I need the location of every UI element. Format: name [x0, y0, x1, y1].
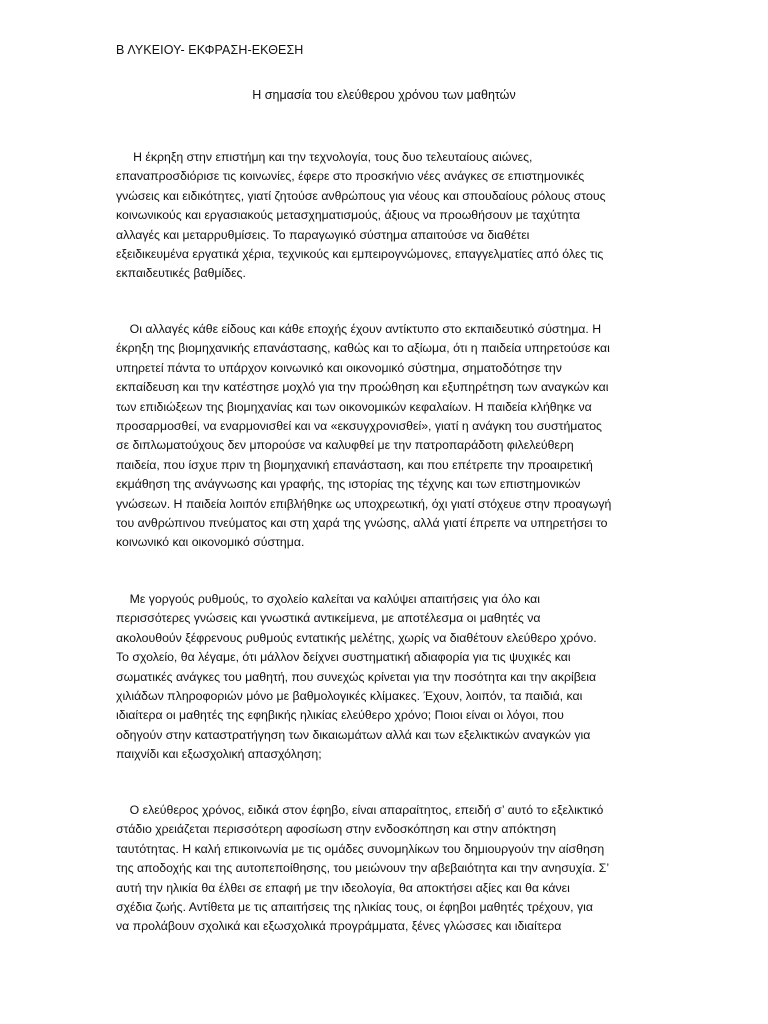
- paragraph-line: ακολουθούν ξέφρενους ρυθμούς εντατικής μελέτης, χωρίς να διαθέτουν ελεύθερο χρόνο.: [116, 630, 597, 645]
- paragraph-line: παιχνίδι και εξωσχολική απασχόληση;: [116, 747, 322, 762]
- document-title: Η σημασία του ελεύθερου χρόνου των μαθητών: [252, 88, 516, 102]
- paragraph-line: ταυτότητας. Η καλή επικοινωνία με τις ομάδες συνομηλίκων του δημιουργούν την αίσθηση: [116, 841, 605, 856]
- paragraph-3: [116, 590, 656, 765]
- paragraph-line: αυτή την ηλικία θα έλθει σε επαφή με την ιδεολογία, θα αποκτήσει αξίες και θα κάνει: [116, 880, 570, 895]
- paragraph-line: επαναπροσδιόρισε τις κοινωνίες, έφερε στο προσκήνιο νέες ανάγκες σε επιστημονικές: [116, 169, 585, 184]
- paragraph-line: οδηγούν στην καταστρατήγηση των δικαιωμάτων αλλά και των εξελικτικών αναγκών για: [116, 727, 591, 742]
- paragraph-line: της αποδοχής και της αυτοπεποίθησης, του μειώνουν την αβεβαιότητα και την ανησυχία. Σ’: [116, 861, 610, 876]
- paragraph-line: σωματικές ανάγκες του μαθητή, που συνεχώς κρίνεται για την ποσότητα και την ακρίβεια: [116, 669, 597, 684]
- paragraph-line: Η έκρηξη στην επιστήμη και την τεχνολογία, τους δυο τελευταίους αιώνες,: [116, 150, 533, 164]
- paragraph-line: Το σχολείο, θα λέγαμε, ότι μάλλον δείχνει συστηματική αδιαφορία για τις ψυχικές και: [116, 650, 571, 665]
- paragraph-line: κοινωνικό και οικονομικό σύστημα.: [116, 535, 305, 550]
- paragraph-line: προσαρμοσθεί, να εναρμονισθεί και να «εκσυγχρονισθεί», γιατί η ανάγκη του συστήματος: [116, 418, 602, 433]
- paragraph-line: των επιδιώξεων της βιομηχανίας και των οικονομικών κεφαλαίων. Η παιδεία κλήθηκε να: [116, 399, 592, 414]
- paragraph-line: περισσότερες γνώσεις και γνωστικά αντικείμενα, με αποτέλεσμα οι μαθητές να: [116, 611, 541, 626]
- paragraph-line: σχέδια ζωής. Αντίθετα με τις απαιτήσεις της ηλικίας τους, οι έφηβοι μαθητές τρέχουν, για: [116, 899, 594, 914]
- document-header: Β ΛΥΚΕΙΟΥ- ΕΚΦΡΑΣΗ-ΕΚΘΕΣΗ: [116, 43, 304, 57]
- paragraph-line: να προλάβουν σχολικά και εξωσχολικά προγράμματα, ξένες γλώσσες και ιδιαίτερα: [116, 919, 562, 934]
- paragraph-line: εκπαιδευτικές βαθμίδες.: [116, 266, 246, 281]
- paragraph-line: γνώσεων. Η παιδεία λοιπόν επιβλήθηκε ως υποχρεωτική, όχι γιατί στόχευε στην προαγωγή: [116, 496, 612, 511]
- paragraph-line: Με γοργούς ρυθμούς, το σχολείο καλείται να καλύψει απαιτήσεις για όλο και: [116, 592, 541, 606]
- paragraph-line: στάδιο χρειάζεται περισσότερη αφοσίωση στην ενδοσκόπηση και στην απόκτηση: [116, 822, 557, 837]
- paragraph-line: χιλιάδων πληροφοριών μόνο με βαθμολογικές κλίμακες. Έχουν, λοιπόν, τα παιδιά, και: [116, 688, 583, 703]
- paragraph-line: ιδιαίτερα οι μαθητές της εφηβικής ηλικίας ελεύθερο χρόνο; Ποιοι είναι οι λόγοι, που: [116, 708, 564, 723]
- paragraph-line: αλλαγές και μεταρρυθμίσεις. Το παραγωγικό σύστημα απαιτούσε να διαθέτει: [116, 227, 530, 242]
- paragraph-line: εξειδικευμένα εργατικά χέρια, τεχνικούς και εμπειρογνώμονες, επαγγελματίες από όλες τις: [116, 246, 604, 261]
- paragraph-4: [116, 801, 656, 937]
- paragraph-line: παιδεία, που ίσχυε πριν τη βιομηχανική επανάσταση, και που επέτρεπε την προαιρετική: [116, 457, 593, 472]
- paragraph-line: σε διπλωματούχους δεν μπορούσε να καλυφθεί με την πατροπαράδοτη φιλελεύθερη: [116, 438, 574, 453]
- paragraph-line: εκμάθηση της ανάγνωσης και γραφής, της ιστορίας της τέχνης και των επιστημονικών: [116, 477, 581, 492]
- paragraph-line: κοινωνικούς και εργασιακούς μετασχηματισμούς, άξιους να προωθήσουν με ταχύτητα: [116, 208, 581, 223]
- paragraph-line: Οι αλλαγές κάθε είδους και κάθε εποχής έχουν αντίκτυπο στο εκπαιδευτικό σύστημα. Η: [116, 322, 602, 336]
- paragraph-line: εκπαίδευση και την κατέστησε μοχλό για την προώθηση και εξυπηρέτηση των αναγκών και: [116, 380, 609, 395]
- paragraph-line: υπηρετεί πάντα το υπάρχον κοινωνικό και οικονομικό σύστημα, σηματοδότησε την: [116, 360, 562, 375]
- paragraph-1: [116, 148, 656, 284]
- paragraph-line: έκρηξη της βιομηχανικής επανάστασης, καθώς και το αξίωμα, ότι η παιδεία υπηρετούσε και: [116, 341, 610, 356]
- paragraph-line: Ο ελεύθερος χρόνος, ειδικά στον έφηβο, είναι απαραίτητος, επειδή σ’ αυτό το εξελικτικό: [116, 803, 604, 817]
- paragraph-2: [116, 320, 656, 553]
- paragraph-line: γνώσεις και ειδικότητες, γιατί ζητούσε ανθρώπους για νέους και σπουδαίους ρόλους στους: [116, 188, 606, 203]
- paragraph-line: του ανθρώπινου πνεύματος και στη χαρά της γνώσης, αλλά γιατί έπρεπε να υπηρετήσει το: [116, 515, 608, 530]
